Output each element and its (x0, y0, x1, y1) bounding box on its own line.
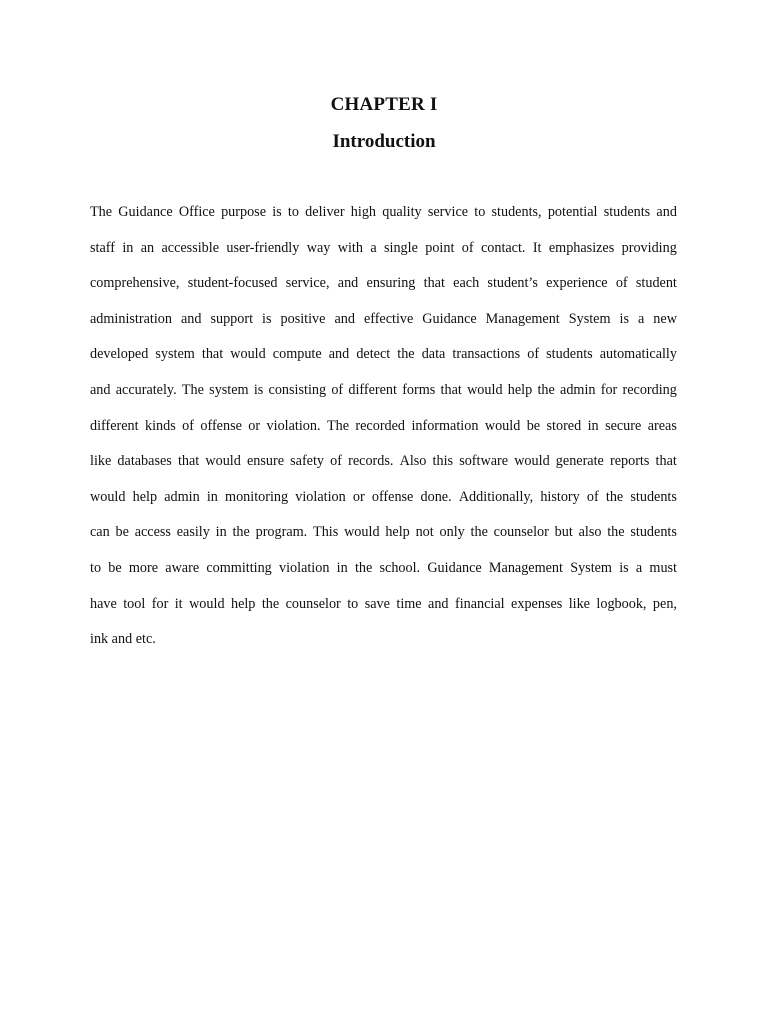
word: service (427, 204, 469, 220)
word: and (428, 595, 449, 612)
word: Management (485, 310, 560, 327)
word: have (90, 595, 117, 612)
paragraph-line (90, 201, 677, 237)
word: point (425, 239, 455, 256)
word: the (397, 346, 415, 363)
word: support (210, 310, 254, 327)
word: program. (255, 524, 308, 541)
word: help (385, 524, 410, 541)
word: potential (547, 204, 598, 220)
word: the (232, 524, 250, 541)
word: detect (356, 346, 391, 363)
word: System (568, 310, 611, 327)
word: help (507, 381, 533, 398)
paragraph-line (90, 486, 677, 522)
word: system (155, 346, 195, 363)
word: easily (176, 524, 210, 541)
word: purpose (221, 204, 266, 220)
word: secure (605, 417, 642, 434)
word: would (230, 346, 266, 363)
word: be (526, 417, 541, 434)
paragraph-line (90, 415, 677, 451)
word: databases (117, 453, 172, 470)
word: of (527, 346, 540, 363)
word: staff (90, 239, 115, 256)
word: but (554, 524, 573, 541)
word: in (122, 239, 134, 256)
word: different (348, 381, 397, 398)
word: deliver (305, 204, 345, 220)
word: safety (290, 453, 325, 470)
word: be (115, 524, 129, 541)
word: user-friendly (226, 239, 300, 256)
word: a (637, 310, 645, 327)
paragraph-line (90, 379, 677, 415)
word: student’s (487, 275, 538, 292)
word: Guidance (118, 204, 173, 220)
word: to (90, 559, 102, 576)
word: and (656, 204, 677, 220)
word: in (587, 417, 599, 434)
word: information (411, 417, 479, 434)
word: experience (546, 275, 608, 292)
word: counselor (493, 524, 549, 541)
word: offense (371, 488, 414, 505)
word: developed (90, 346, 149, 363)
word: this (432, 453, 454, 470)
word: automatically (599, 346, 677, 363)
word: the (537, 381, 555, 398)
word: kinds (145, 417, 176, 434)
word: of (330, 453, 342, 470)
word: of (461, 239, 474, 256)
word: an (140, 239, 155, 256)
word: school. (379, 559, 421, 576)
word: students (630, 488, 677, 505)
paragraph-line (90, 237, 677, 273)
word: like (568, 595, 590, 612)
word: for (151, 595, 169, 612)
word: would (205, 453, 241, 470)
word: student-focused (187, 275, 278, 292)
word: students (603, 204, 651, 220)
word: monitoring (225, 488, 289, 505)
word: records. (348, 453, 394, 470)
word: Guidance (427, 559, 482, 576)
word: student (635, 275, 677, 292)
word: the (261, 595, 280, 612)
word: in (215, 524, 227, 541)
word: is (262, 310, 272, 327)
word: service, (285, 275, 330, 292)
word: contact. (480, 239, 526, 256)
word: transactions (452, 346, 521, 363)
word: of (615, 275, 628, 292)
word: violation (279, 559, 330, 576)
word: violation. (266, 417, 321, 434)
word: more (128, 559, 159, 576)
word: areas (647, 417, 677, 434)
word: for (600, 381, 618, 398)
word: save (364, 595, 390, 612)
word: This (313, 524, 339, 541)
word: is (272, 204, 282, 220)
word: done. (420, 488, 452, 505)
word: in (206, 488, 218, 505)
word: reports (609, 453, 650, 470)
word: students (630, 524, 677, 541)
word: quality (382, 204, 422, 220)
word: and (337, 275, 359, 292)
word: students (546, 346, 593, 363)
word: of (586, 488, 599, 505)
word: tool (123, 595, 146, 612)
word: Office (178, 204, 215, 220)
word: access (134, 524, 171, 541)
word: ensuring (366, 275, 416, 292)
word: emphasizes (548, 239, 615, 256)
word: Guidance (422, 310, 477, 327)
word: pen, (652, 595, 677, 612)
word: or (248, 417, 261, 434)
paragraph-line (90, 557, 677, 593)
word: to (474, 204, 486, 220)
word: only (439, 524, 465, 541)
word: help (132, 488, 158, 505)
word: the (470, 524, 488, 541)
word: The (90, 204, 113, 220)
word: like (90, 453, 112, 470)
word: logbook, (596, 595, 647, 612)
word: consisting (268, 381, 327, 398)
paragraph-line (90, 521, 677, 557)
word: also (578, 524, 602, 541)
word: stored (546, 417, 582, 434)
paragraph-line (90, 272, 677, 308)
word: comprehensive, (90, 275, 180, 292)
word: admin (560, 381, 596, 398)
word: and (180, 310, 202, 327)
word: accessible (161, 239, 219, 256)
paragraph-line (90, 308, 677, 344)
word: the (607, 524, 625, 541)
word: It (532, 239, 542, 256)
paragraph-line (90, 450, 677, 486)
word: aware (165, 559, 200, 576)
word: The (181, 381, 204, 398)
word: of (182, 417, 194, 434)
word: not (415, 524, 434, 541)
word: to (287, 204, 299, 220)
word: would (514, 453, 550, 470)
word: would (467, 381, 503, 398)
word: each (453, 275, 480, 292)
word: time (396, 595, 422, 612)
word: history (540, 488, 580, 505)
word: and (90, 381, 111, 398)
word: that (201, 346, 224, 363)
word: in (336, 559, 348, 576)
word: different (90, 417, 139, 434)
word: counselor (285, 595, 341, 612)
word: it (174, 595, 183, 612)
word: single (383, 239, 418, 256)
word: that (423, 275, 445, 292)
paragraph-line (90, 593, 677, 629)
word: software (459, 453, 509, 470)
word: compute (272, 346, 322, 363)
word: is (253, 381, 264, 398)
word: positive (280, 310, 326, 327)
word: administration (90, 310, 172, 327)
word: be (108, 559, 122, 576)
word: the (354, 559, 373, 576)
word: Also (399, 453, 427, 470)
word: of (331, 381, 344, 398)
word: System (570, 559, 612, 576)
paragraph-line: ink and etc. (90, 631, 156, 648)
word: is (619, 559, 629, 576)
word: effective (363, 310, 414, 327)
word: high (350, 204, 377, 220)
word: system (209, 381, 249, 398)
word: providing (621, 239, 677, 256)
word: financial (454, 595, 505, 612)
word: offense (200, 417, 242, 434)
word: ensure (246, 453, 284, 470)
chapter-number: CHAPTER I (330, 94, 438, 115)
word: a (635, 559, 643, 576)
word: accurately. (115, 381, 177, 398)
word: that (440, 381, 462, 398)
word: admin (164, 488, 200, 505)
word: would (484, 417, 521, 434)
word: is (619, 310, 629, 327)
word: students, (491, 204, 542, 220)
word: forms (402, 381, 436, 398)
word: Management (488, 559, 563, 576)
word: and (334, 310, 355, 327)
word: would (189, 595, 225, 612)
body-paragraph (90, 201, 677, 664)
word: help (230, 595, 256, 612)
word: Additionally, (458, 488, 534, 505)
word: or (352, 488, 365, 505)
word: can (90, 524, 110, 541)
word: would (344, 524, 380, 541)
word: the (605, 488, 624, 505)
word: with (337, 239, 363, 256)
word: generate (555, 453, 604, 470)
chapter-title: Introduction (332, 131, 436, 152)
word: that (655, 453, 677, 470)
word: violation (295, 488, 346, 505)
word: way (306, 239, 331, 256)
word: and (328, 346, 350, 363)
word: committing (206, 559, 272, 576)
word: would (90, 488, 126, 505)
word: data (421, 346, 446, 363)
word: recorded (355, 417, 406, 434)
word: that (177, 453, 200, 470)
word: must (649, 559, 677, 576)
word: new (653, 310, 677, 327)
word: to (347, 595, 359, 612)
paragraph-line (90, 343, 677, 379)
word: recording (622, 381, 677, 398)
word: The (326, 417, 349, 434)
word: a (370, 239, 377, 256)
word: expenses (511, 595, 563, 612)
